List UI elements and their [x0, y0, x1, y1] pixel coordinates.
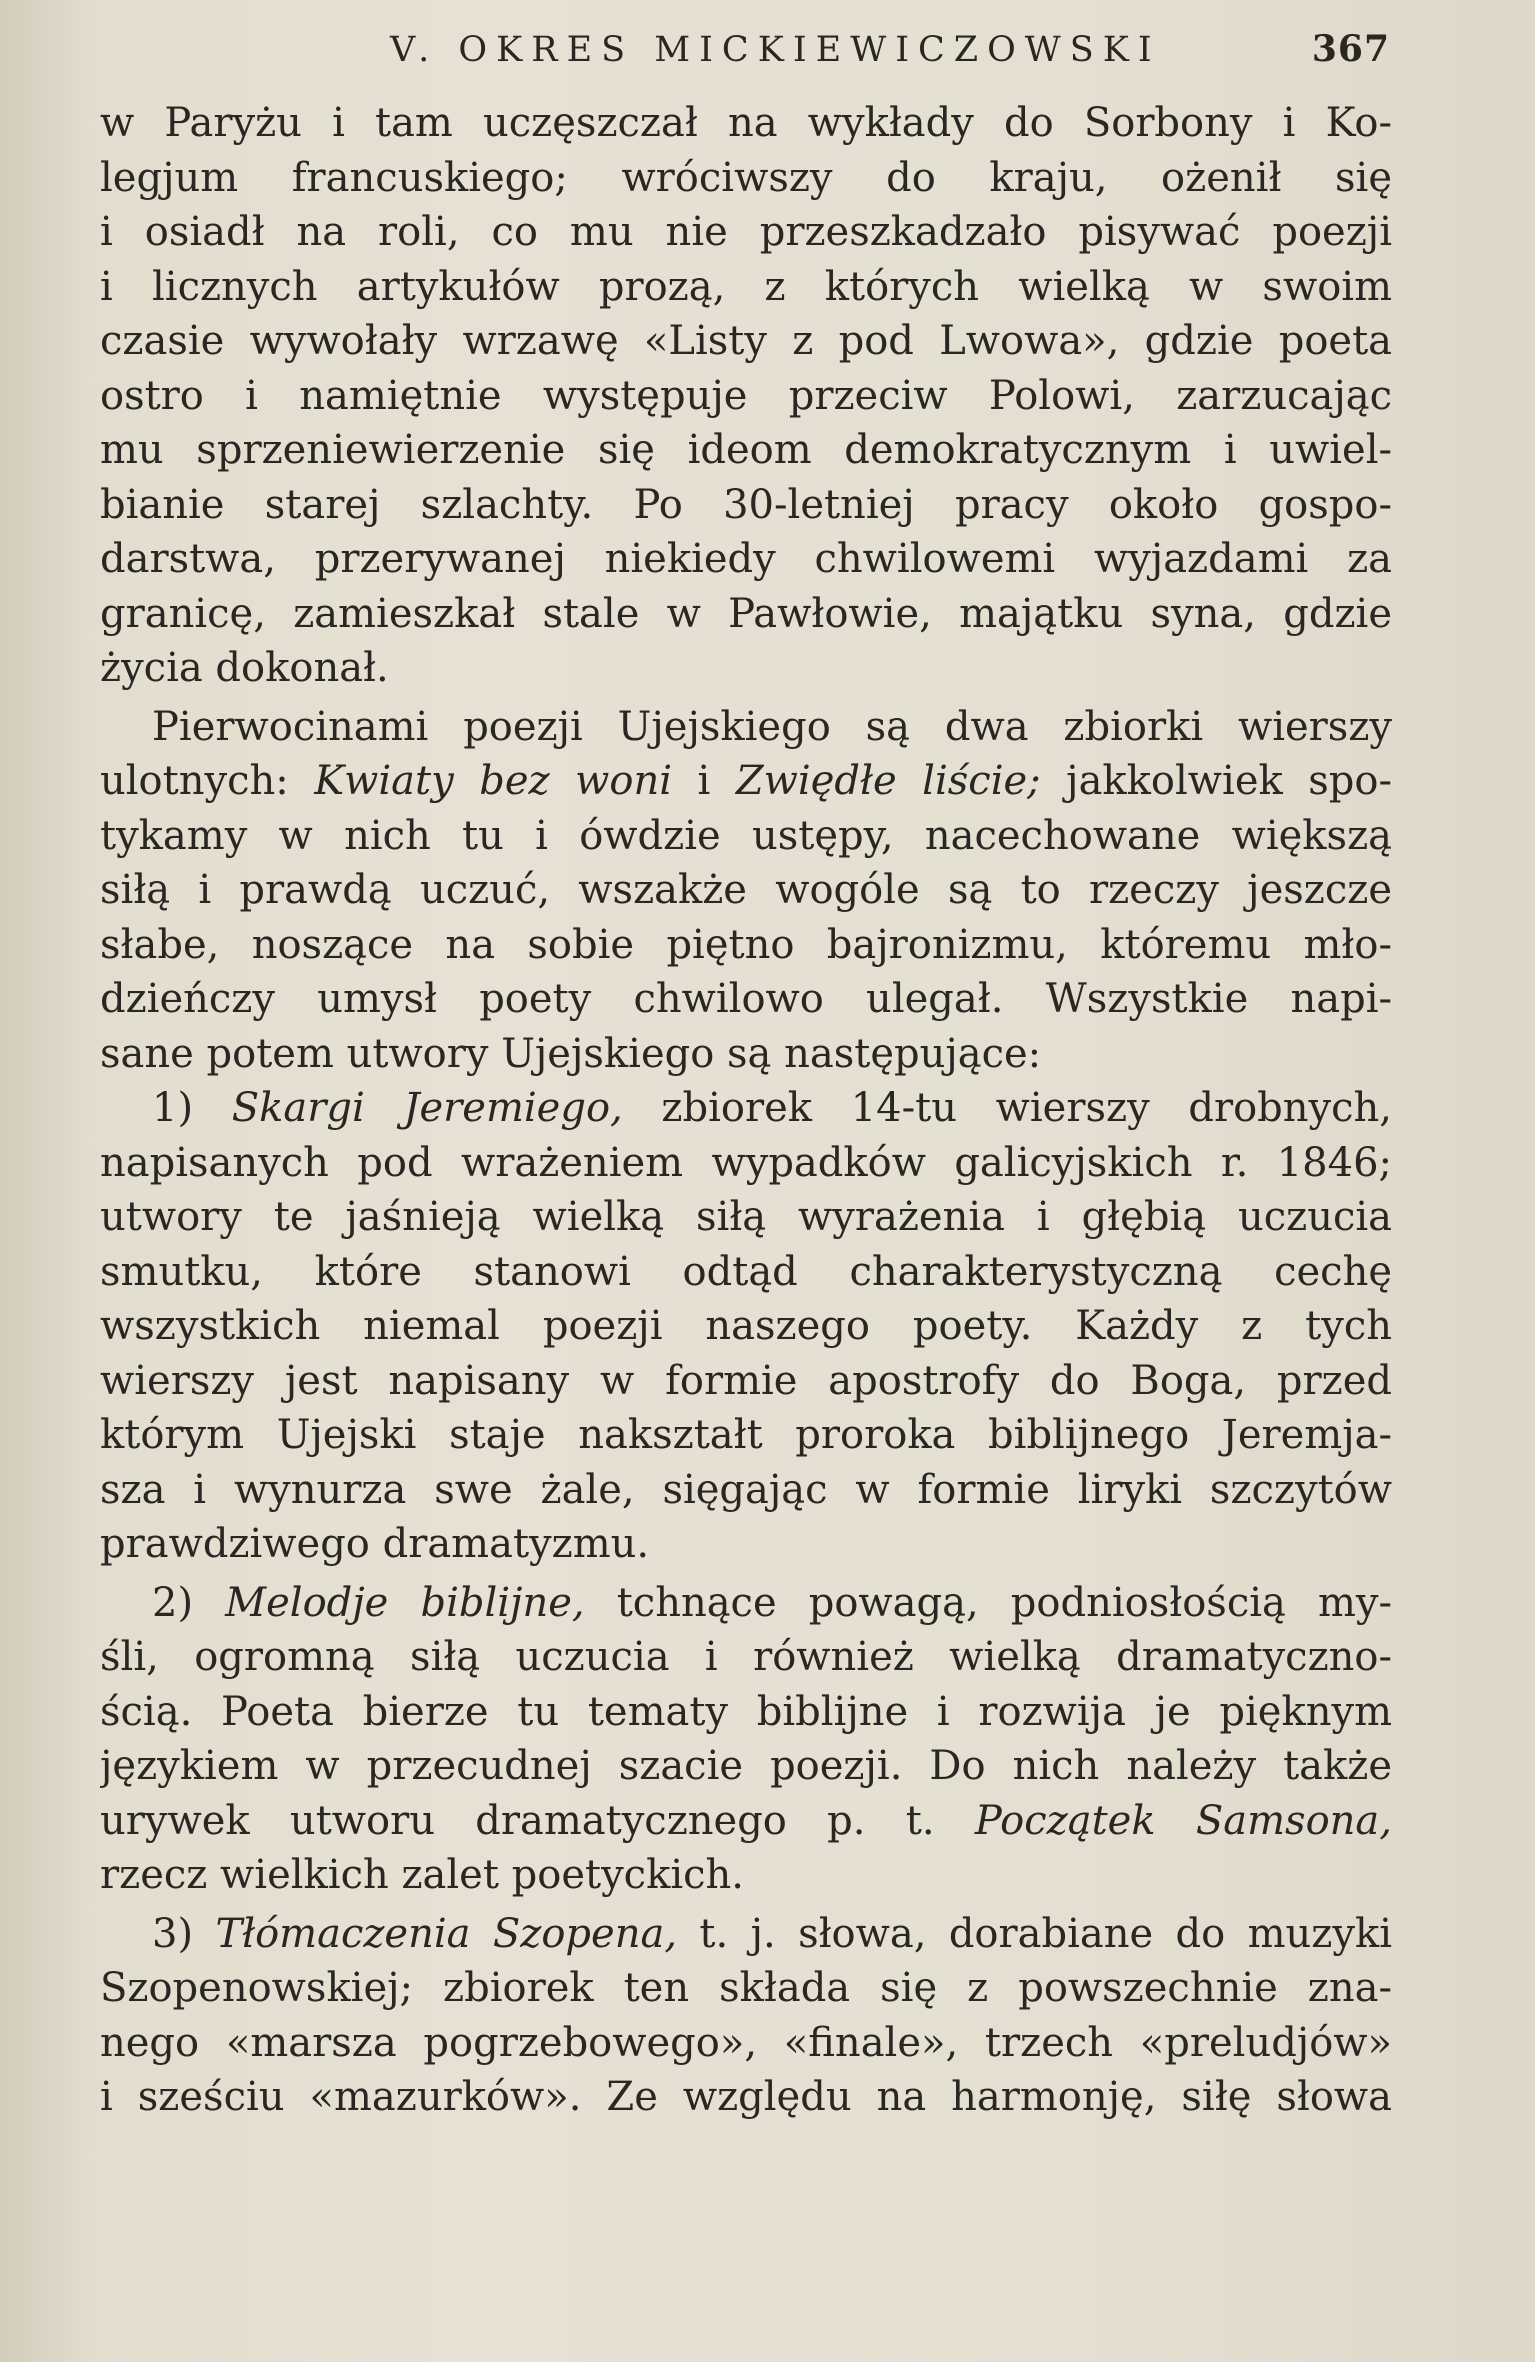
- text-run: i osiadł na roli, co mu nie przeszkadzało pisywać poezji: [100, 209, 1392, 255]
- text-run: urywek utworu dramatycznego p. t.: [100, 1797, 975, 1844]
- text-run: i: [672, 758, 736, 804]
- text-run: wszystkich niemal poezji naszego poety. Każdy z tych: [100, 1303, 1392, 1349]
- text-run: w Paryżu i tam uczęszczał na wykłady do Sorbony i Ko-: [100, 100, 1392, 146]
- text-line: [100, 478, 1392, 533]
- text-line: [100, 369, 1392, 424]
- text-run: legjum francuskiego; wróciwszy do kraju, ożenił się: [100, 154, 1392, 201]
- text-line: [100, 700, 1392, 755]
- text-run: utwory te jaśnieją wielką siłą wyrażenia i głębią uczucia: [100, 1194, 1392, 1240]
- text-run: tchnące powagą, podniosłością my-: [584, 1579, 1392, 1626]
- text-run: Pierwocinami poezji Ujejskiego są dwa zbiorki wierszy: [152, 703, 1392, 750]
- italic-title: Melodje biblijne,: [225, 1579, 585, 1626]
- text-line: [100, 1136, 1392, 1191]
- text-run: dzieńczy umysł poety chwilowo ulegał. Wszystkie napi-: [100, 976, 1392, 1022]
- text-run: 1): [152, 1085, 232, 1131]
- text-run: smutku, które stanowi odtąd charakterystyczną cechę: [100, 1248, 1392, 1295]
- text-run: i licznych artykułów prozą, z których wielką w swoim: [100, 263, 1392, 310]
- text-run: ścią. Poeta bierze tu tematy biblijne i rozwija je pięknym: [100, 1688, 1392, 1735]
- text-run: bianie starej szlachty. Po 30-letniej pracy około gospo-: [100, 481, 1392, 528]
- text-run: sane potem utwory Ujejskiego są następujące:: [100, 1030, 1042, 1077]
- text-line: [100, 1794, 1392, 1849]
- text-run: zbiorek 14-tu wierszy drobnych,: [622, 1085, 1392, 1131]
- text-line: [100, 863, 1392, 918]
- text-line: [100, 1463, 1392, 1518]
- text-run: sza i wynurza swe żale, sięgając w formie liryki szczytów: [100, 1466, 1392, 1513]
- text-run: t. j. słowa, dorabiane do muzyki: [677, 1910, 1392, 1957]
- text-line: [100, 1354, 1392, 1409]
- text-line: [100, 754, 1392, 809]
- text-line: [100, 972, 1392, 1027]
- text-line: [100, 1576, 1392, 1631]
- italic-title: Początek Samsona,: [974, 1797, 1392, 1844]
- text-run: czasie wywołały wrzawę «Listy z pod Lwowa», gdzie poeta: [100, 318, 1392, 364]
- text-run: rzecz wielkich zalet poetyckich.: [100, 1852, 744, 1898]
- text-run: wierszy jest napisany w formie apostrofy do Boga, przed: [100, 1357, 1392, 1404]
- text-line: [100, 587, 1392, 642]
- text-run: językiem w przecudnej szacie poezji. Do nich należy także: [100, 1743, 1392, 1789]
- text-line: [100, 1685, 1392, 1740]
- text-line: [100, 1190, 1392, 1245]
- text-run: ulotnych:: [100, 758, 315, 804]
- text-line: [100, 1961, 1392, 2016]
- text-run: granicę, zamieszkał stale w Pawłowie, majątku syna, gdzie: [100, 590, 1392, 637]
- italic-title: Tłómaczenia Szopena,: [215, 1910, 678, 1957]
- page-number: 367: [1311, 28, 1390, 70]
- text-line: [100, 1739, 1392, 1794]
- text-run: siłą i prawdą uczuć, wszakże wogóle są to rzeczy jeszcze: [100, 867, 1392, 913]
- text-line: [100, 205, 1392, 260]
- text-line: [100, 532, 1392, 587]
- text-run: i sześciu «mazurków». Ze względu na harmonję, siłę słowa: [100, 2074, 1392, 2120]
- text-line: [100, 1848, 1392, 1903]
- text-run: jakkolwiek spo-: [1040, 758, 1392, 804]
- text-run: napisanych pod wrażeniem wypadków galicyjskich r. 1846;: [100, 1139, 1392, 1186]
- italic-title: Zwiędłe liście;: [735, 758, 1041, 804]
- text-line: [100, 1517, 1392, 1572]
- text-line: [100, 260, 1392, 315]
- text-run: prawdziwego dramatyzmu.: [100, 1521, 650, 1567]
- text-run: darstwa, przerywanej niekiedy chwilowemi wyjazdami za: [100, 536, 1392, 582]
- text-run: którym Ujejski staje nakształt proroka biblijnego Jeremja-: [100, 1412, 1392, 1458]
- text-run: tykamy w nich tu i ówdzie ustępy, nacechowane większą: [100, 812, 1392, 859]
- text-run: Szopenowskiej; zbiorek ten składa się z powszechnie zna-: [100, 1965, 1392, 2011]
- text-line: [100, 2016, 1392, 2071]
- text-line: [100, 1408, 1392, 1463]
- text-run: ostro i namiętnie występuje przeciw Polowi, zarzucając: [100, 372, 1392, 419]
- text-line: [100, 918, 1392, 973]
- text-line: [100, 1630, 1392, 1685]
- text-line: [100, 2070, 1392, 2125]
- text-line: [100, 1081, 1392, 1136]
- text-line: [100, 809, 1392, 864]
- text-line: [100, 96, 1392, 151]
- running-header: [110, 26, 1390, 86]
- text-run: 3): [152, 1910, 216, 1957]
- text-line: [100, 641, 1392, 696]
- text-run: słabe, noszące na sobie piętno bajronizmu, któremu mło-: [100, 921, 1392, 968]
- text-line: [100, 1299, 1392, 1354]
- text-run: 2): [152, 1579, 226, 1626]
- text-line: [100, 151, 1392, 206]
- italic-title: Kwiaty bez woni: [314, 758, 673, 804]
- text-run: nego «marsza pogrzebowego», «finale», trzech «preludjów»: [100, 2019, 1392, 2066]
- italic-title: Skargi Jeremiego,: [231, 1085, 623, 1131]
- text-run: życia dokonał.: [100, 645, 389, 691]
- text-line: [100, 1245, 1392, 1300]
- text-line: [100, 1027, 1392, 1082]
- text-line: [100, 314, 1392, 369]
- text-line: [100, 423, 1392, 478]
- text-run: śli, ogromną siłą uczucia i również wielką dramatyczno-: [100, 1634, 1392, 1680]
- chapter-title: V. OKRES MICKIEWICZOWSKI: [390, 30, 1161, 70]
- text-line: [100, 1907, 1392, 1962]
- text-run: mu sprzeniewierzenie się ideom demokratycznym i uwiel-: [100, 427, 1392, 473]
- body-text: [100, 96, 1392, 2125]
